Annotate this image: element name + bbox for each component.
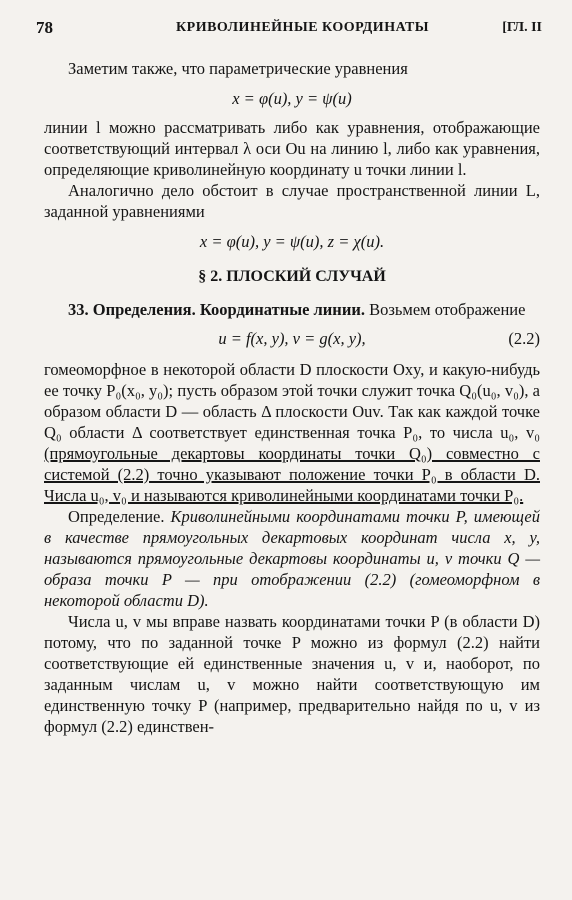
underlined-passage: (прямоугольные декартовы координаты точки Q₀) совместно с системой (2.2) точно указывают положение точки P₀ в области D. Числа u₀, v₀ и называются криволинейными координатами точки P₀.: [44, 444, 540, 505]
paragraph-definition: [44, 506, 540, 611]
paragraph-justification: Числа u, v мы вправе назвать координатами точки P (в области D) потому, что по заданной точке P можно из формул (2.2) найти соответствующие ей единственные значения u, v и, наоборот, по заданным числам u, v можно найти соответствующую им единственную точку P (например, предварительно найдя по u, v из формул (2.2) единствен-: [44, 612, 540, 736]
definition-label: Определение.: [68, 507, 165, 526]
paragraph-definitions: [44, 299, 540, 320]
equation-number: (2.2): [508, 329, 540, 348]
page-header: [36, 18, 542, 46]
paragraph-space-line: Аналогично дело обстоит в случае пространственной линии L, заданной уравнениями: [44, 181, 540, 221]
definition-text: Криволинейными координатами точки P, имеющей в качестве прямоугольных декартовых координат числа x, y, называются прямоугольные декартовы координаты u, v точки Q — образа точки P — при отображении (2.2) (гомеоморфном в некоторой области D).: [44, 507, 540, 610]
chapter-label: [ГЛ. II: [502, 20, 542, 35]
subsection-heading: 33. Определения. Координатные линии.: [68, 300, 365, 319]
paragraph-homeomorphic: [44, 359, 540, 506]
formula-param-space: x = φ(u), y = ψ(u), z = χ(u).: [199, 232, 385, 251]
paragraph-definitions-text: Возьмем отображение: [364, 300, 526, 319]
formula-mapping-expr: u = f(x, y), v = g(x, y),: [218, 329, 366, 348]
page-body: [44, 58, 540, 737]
page-number: 78: [36, 18, 53, 37]
paragraph-intro: Заметим также, что параметрические уравнения: [68, 59, 408, 78]
formula-mapping: [44, 328, 540, 349]
running-title: КРИВОЛИНЕЙНЫЕ КООРДИНАТЫ: [176, 20, 430, 35]
paragraph-line-mapping: линии l можно рассматривать либо как уравнения, отображающие соответствующий интервал λ оси Ou на линию l, либо как уравнения, определяющие криволинейную координату u точки линии l.: [44, 118, 540, 179]
paragraph-homeomorphic-text: гомеоморфное в некоторой области D плоскости Oxy, и какую-нибудь ее точку P₀(x₀, y₀); пусть образом этой точки служит точка Q₀(u₀, v₀), а образом области D — область Δ плоскости Ouv. Так как каждой точке Q₀ области Δ соответствует единственная точка P₀, то числа u₀, v₀: [44, 360, 540, 442]
section-heading: § 2. ПЛОСКИЙ СЛУЧАЙ: [198, 268, 386, 285]
formula-param-plane: x = φ(u), y = ψ(u): [232, 89, 352, 108]
